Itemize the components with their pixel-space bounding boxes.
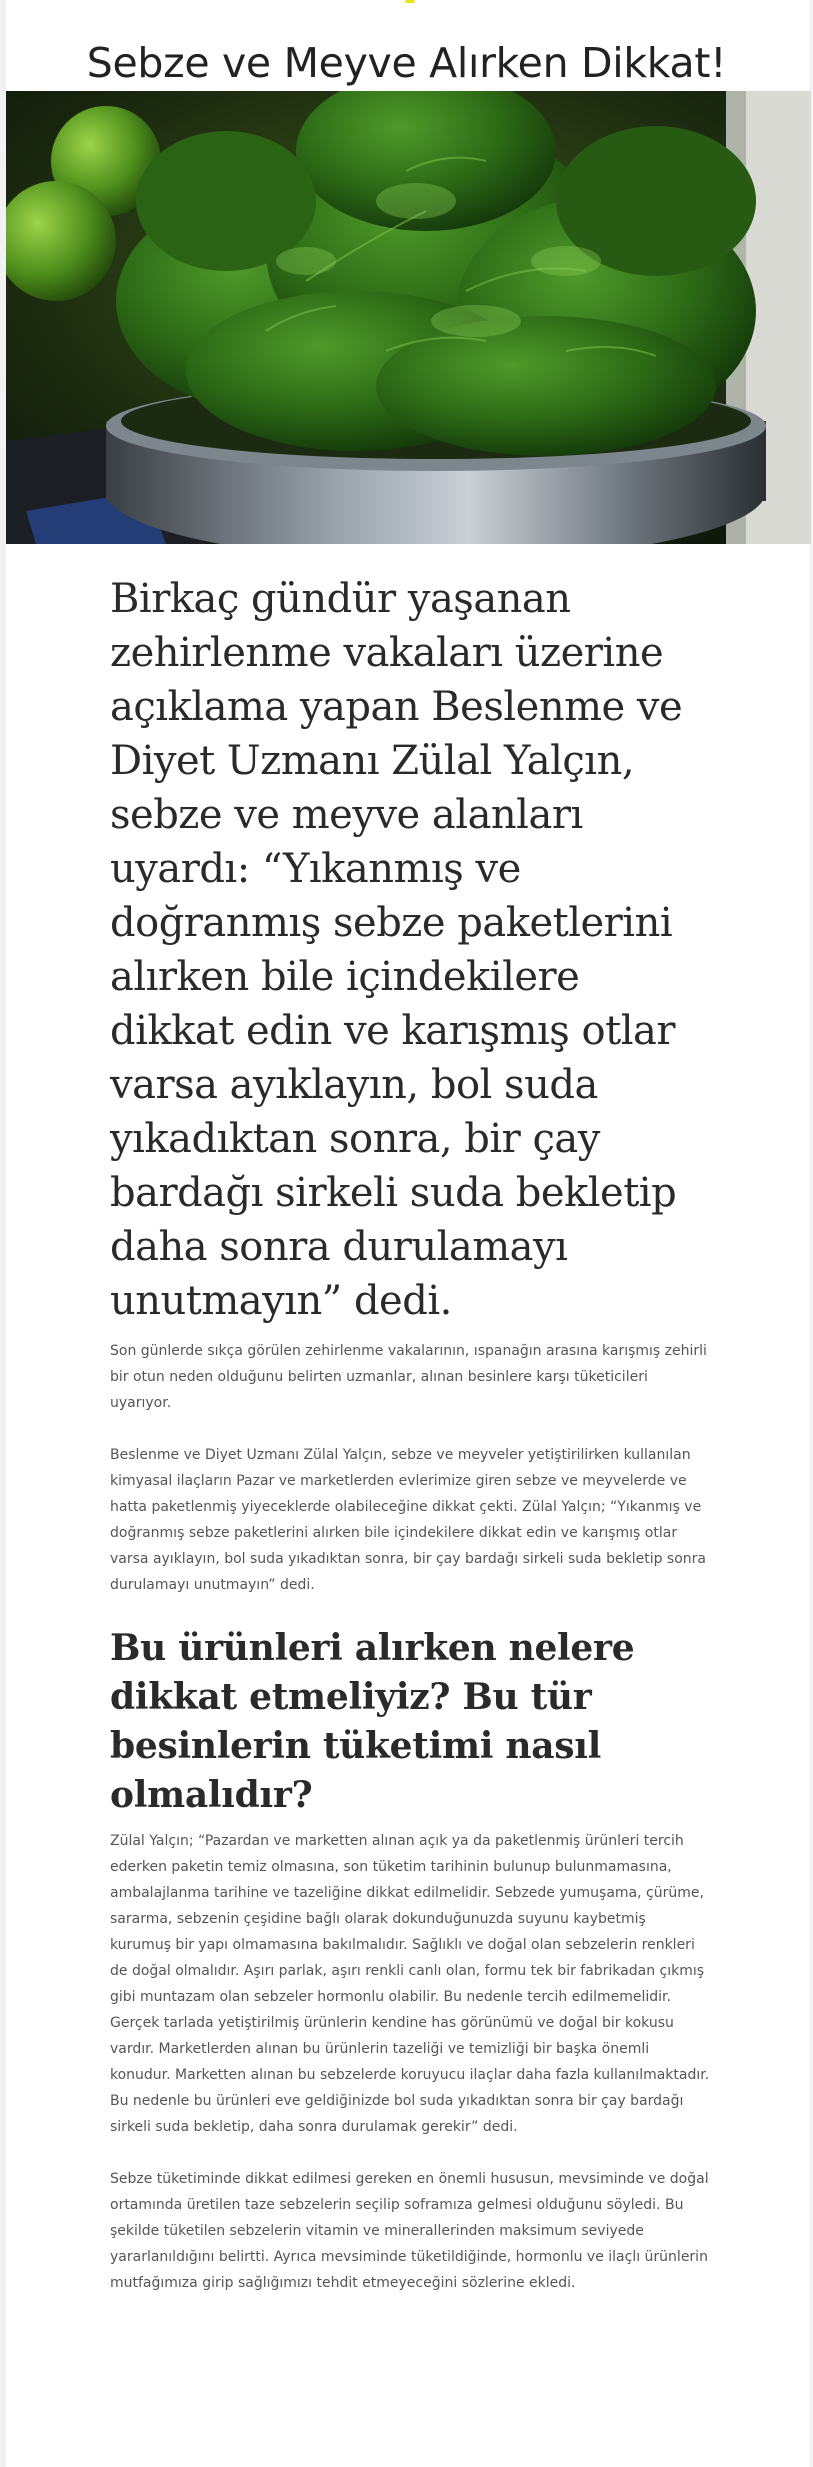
- article-body: [110, 572, 710, 2296]
- hero-image: [6, 91, 811, 544]
- article-paragraph-2: Beslenme ve Diyet Uzmanı Zülal Yalçın, sebze ve meyveler yetiştirilirken kullanılan kimyasal ilaçların Pazar ve marketlerden evlerimize giren sebze ve meyvelerde ve hatta paketlenmiş yiyeceklerde olabileceğine dikkat çekti. Zülal Yalçın; “Yıkanmış ve doğranmış sebze paketlerini alırken bile içindekilere dikkat edin ve karışmış otlar varsa ayıklayın, bol suda yıkadıktan sonra, bir çay bardağı sirkeli suda bekletip sonra durulamayı unutmayın” dedi.: [110, 1447, 706, 1593]
- accent-marker: [405, 0, 415, 3]
- article-title: Sebze ve Meyve Alırken Dikkat!: [86, 39, 727, 88]
- spinach-photo: [6, 91, 811, 544]
- article-subheading: Bu ürünleri alırken nelere dikkat etmeliyiz? Bu tür besinlerin tüketimi nasıl olmalıdır?: [110, 1627, 635, 1816]
- article-paragraph-1: Son günlerde sıkça görülen zehirlenme vakalarının, ıspanağın arasına karışmış zehirli bir otun neden olduğunu belirten uzmanlar, alınan besinlere karşı tüketicileri uyarıyor.: [110, 1343, 707, 1411]
- article-paragraph-4: Sebze tüketiminde dikkat edilmesi gereken en önemli hususun, mevsiminde ve doğal ortamında üretilen taze sebzelerin seçilip soframıza gelmesi olduğunu söyledi. Bu şekilde tüketilen sebzelerin vitamin ve minerallerinden maksimum seviyede yararlanıldığını belirtti. Ayrıca mevsiminde tüketildiğinde, hormonlu ve ilaçlı ürünlerin mutfağımıza girip sağlığımızı tehdit etmeyeceğini sözlerine ekledi.: [110, 2171, 709, 2291]
- article-lead: Birkaç gündür yaşanan zehirlenme vakaları üzerine açıklama yapan Beslenme ve Diyet Uzmanı Zülal Yalçın, sebze ve meyve alanları uyardı: “Yıkanmış ve doğranmış sebze paketlerini alırken bile içindekilere dikkat edin ve karışmış otlar varsa ayıklayın, bol suda yıkadıktan sonra, bir çay bardağı sirkeli suda bekletip daha sonra durulamayı unutmayın” dedi.: [110, 576, 683, 1324]
- article-paragraph-3: Zülal Yalçın; “Pazardan ve marketten alınan açık ya da paketlenmiş ürünleri tercih ederken paketin temiz olmasına, son tüketim tarihinin bulunup bulunmamasına, ambalajlanma tarihine ve tazeliğine dikkat edilmelidir. Sebzede yumuşama, çürüme, sararma, sebzenin çeşidine bağlı olarak dokunduğunuzda suyunu kaybetmiş kurumuş bir yapı olmamasına bakılmalıdır. Sağlıklı ve doğal olan sebzelerin renkleri de doğal olmalıdır. Aşırı parlak, aşırı renkli canlı olan, formu tek bir fabrikadan çıkmış gibi muntazam olan sebzeler hormonlu olabilir. Bu nedenle tercih edilmemelidir. Gerçek tarlada yetiştirilmiş ürünlerin kendine has görünümü ve doğal bir kokusu vardır. Marketlerden alınan bu ürünlerin tazeliği ve temizliği bir başka önemli konudur. Marketten alınan bu sebzelerde koruyucu ilaçlar daha fazla kullanılmaktadır. Bu nedenle bu ürünleri eve geldiğinizde bol suda yıkadıktan sonra bir çay bardağı sirkeli suda bekletip, daha sonra durulamak gerekir” dedi.: [110, 1833, 710, 2135]
